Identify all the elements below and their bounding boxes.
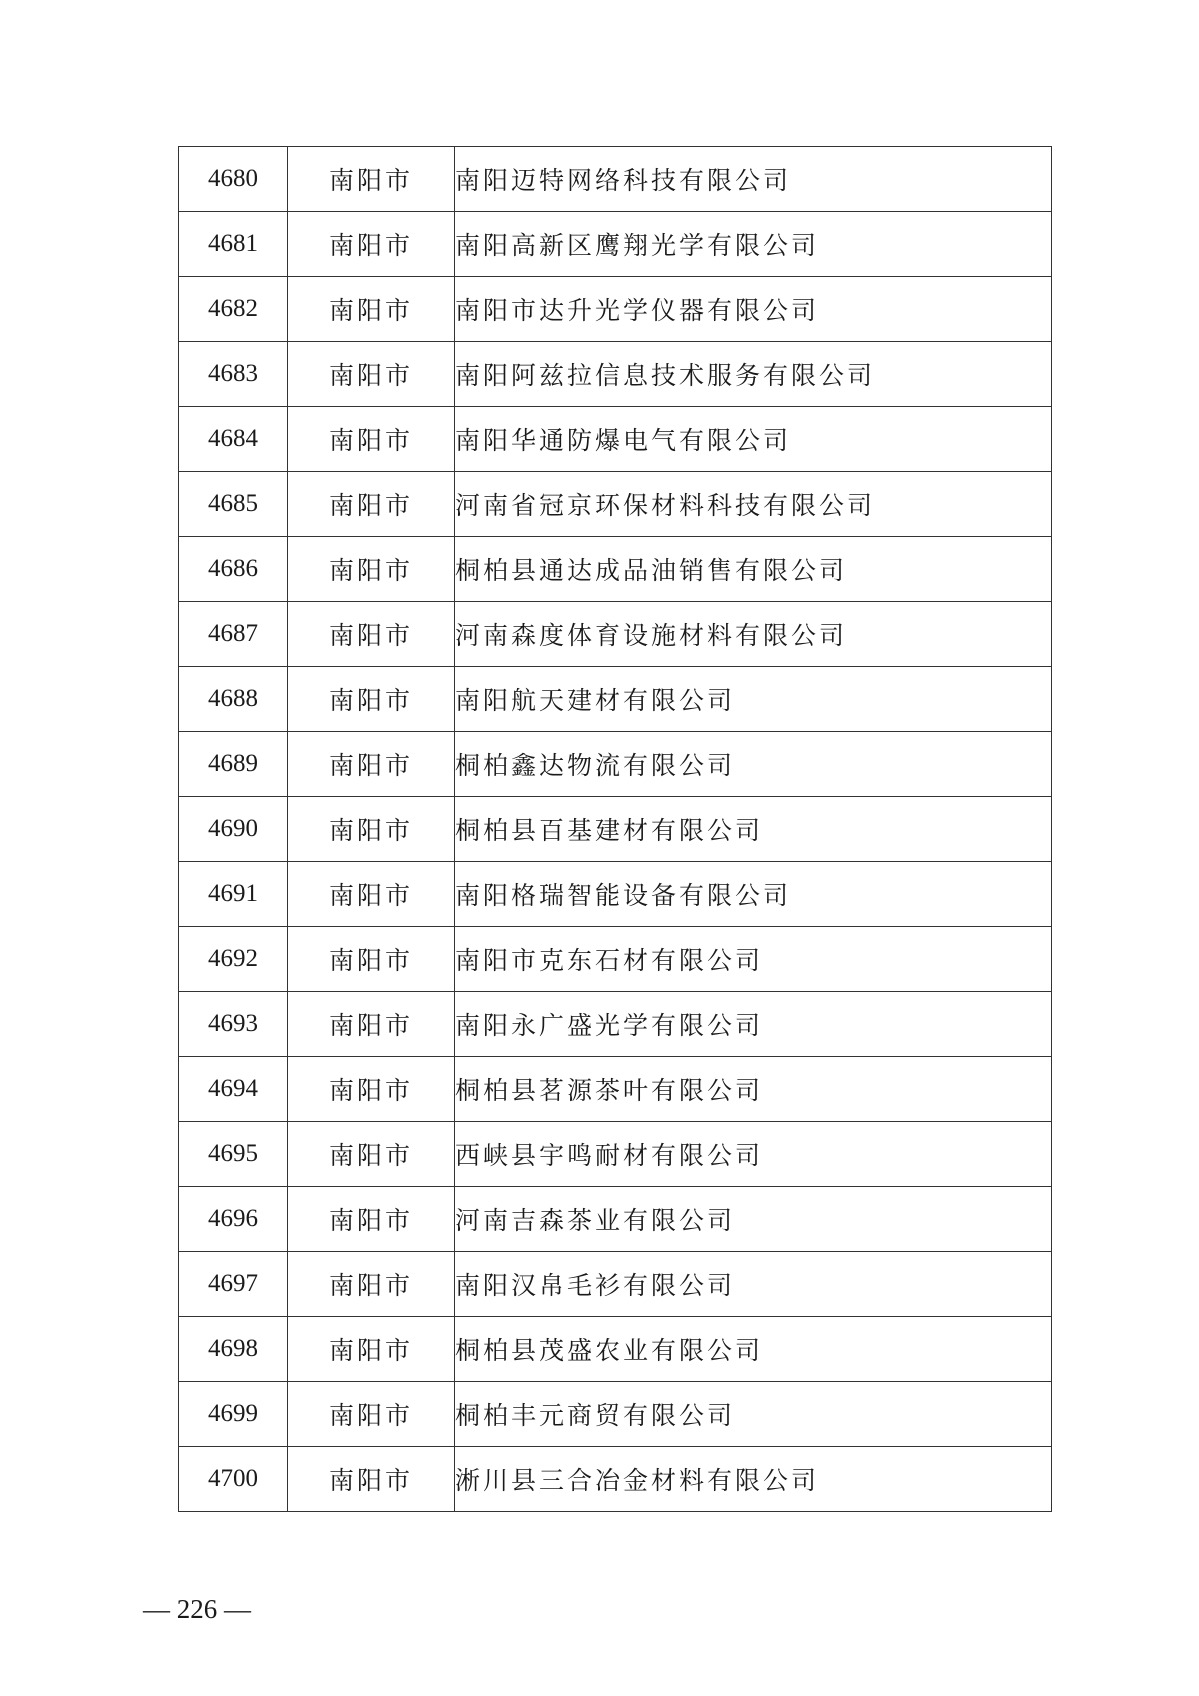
- company-name-cell: 桐柏丰元商贸有限公司: [455, 1382, 1052, 1447]
- row-number-cell: 4694: [179, 1057, 288, 1122]
- table-row: [179, 277, 1052, 342]
- row-number-cell: 4685: [179, 472, 288, 537]
- city-cell: 南阳市: [288, 277, 455, 342]
- city-cell: 南阳市: [288, 602, 455, 667]
- city-cell: 南阳市: [288, 147, 455, 212]
- table-row: [179, 862, 1052, 927]
- row-number-cell: 4696: [179, 1187, 288, 1252]
- table-row: [179, 602, 1052, 667]
- row-number-cell: 4690: [179, 797, 288, 862]
- city-cell: 南阳市: [288, 1447, 455, 1512]
- table-row: [179, 797, 1052, 862]
- row-number-cell: 4698: [179, 1317, 288, 1382]
- city-cell: 南阳市: [288, 927, 455, 992]
- table-row: [179, 1382, 1052, 1447]
- company-name-cell: 南阳市克东石材有限公司: [455, 927, 1052, 992]
- company-name-cell: 淅川县三合冶金材料有限公司: [455, 1447, 1052, 1512]
- table-row: [179, 147, 1052, 212]
- company-name-cell: 河南省冠京环保材料科技有限公司: [455, 472, 1052, 537]
- company-name-cell: 南阳航天建材有限公司: [455, 667, 1052, 732]
- city-cell: 南阳市: [288, 472, 455, 537]
- page-number: — 226 —: [143, 1594, 251, 1624]
- table-row: [179, 667, 1052, 732]
- city-cell: 南阳市: [288, 732, 455, 797]
- table-row: [179, 342, 1052, 407]
- city-cell: 南阳市: [288, 992, 455, 1057]
- company-name-cell: 南阳迈特网络科技有限公司: [455, 147, 1052, 212]
- row-number-cell: 4688: [179, 667, 288, 732]
- company-name-cell: 河南森度体育设施材料有限公司: [455, 602, 1052, 667]
- city-cell: 南阳市: [288, 667, 455, 732]
- company-list-table: [178, 146, 1052, 1512]
- table-row: [179, 1122, 1052, 1187]
- row-number-cell: 4693: [179, 992, 288, 1057]
- company-name-cell: 南阳永广盛光学有限公司: [455, 992, 1052, 1057]
- row-number-cell: 4692: [179, 927, 288, 992]
- company-name-cell: 南阳市达升光学仪器有限公司: [455, 277, 1052, 342]
- row-number-cell: 4697: [179, 1252, 288, 1317]
- city-cell: 南阳市: [288, 212, 455, 277]
- city-cell: 南阳市: [288, 1057, 455, 1122]
- row-number-cell: 4682: [179, 277, 288, 342]
- city-cell: 南阳市: [288, 1122, 455, 1187]
- company-name-cell: 南阳汉帛毛衫有限公司: [455, 1252, 1052, 1317]
- company-name-cell: 桐柏县茂盛农业有限公司: [455, 1317, 1052, 1382]
- table-row: [179, 1317, 1052, 1382]
- table-row: [179, 732, 1052, 797]
- table-row: [179, 537, 1052, 602]
- city-cell: 南阳市: [288, 537, 455, 602]
- row-number-cell: 4680: [179, 147, 288, 212]
- table-row: [179, 472, 1052, 537]
- city-cell: 南阳市: [288, 342, 455, 407]
- table-row: [179, 1057, 1052, 1122]
- row-number-cell: 4684: [179, 407, 288, 472]
- table-row: [179, 407, 1052, 472]
- city-cell: 南阳市: [288, 1252, 455, 1317]
- table-row: [179, 1447, 1052, 1512]
- table-row: [179, 927, 1052, 992]
- table-row: [179, 992, 1052, 1057]
- company-name-cell: 南阳华通防爆电气有限公司: [455, 407, 1052, 472]
- company-name-cell: 西峡县宇鸣耐材有限公司: [455, 1122, 1052, 1187]
- company-name-cell: 桐柏县百基建材有限公司: [455, 797, 1052, 862]
- row-number-cell: 4699: [179, 1382, 288, 1447]
- row-number-cell: 4689: [179, 732, 288, 797]
- table-row: [179, 212, 1052, 277]
- row-number-cell: 4691: [179, 862, 288, 927]
- city-cell: 南阳市: [288, 1382, 455, 1447]
- company-name-cell: 河南吉森茶业有限公司: [455, 1187, 1052, 1252]
- company-name-cell: 桐柏县通达成品油销售有限公司: [455, 537, 1052, 602]
- row-number-cell: 4683: [179, 342, 288, 407]
- row-number-cell: 4686: [179, 537, 288, 602]
- company-name-cell: 桐柏鑫达物流有限公司: [455, 732, 1052, 797]
- company-name-cell: 桐柏县茗源茶叶有限公司: [455, 1057, 1052, 1122]
- city-cell: 南阳市: [288, 1317, 455, 1382]
- company-name-cell: 南阳格瑞智能设备有限公司: [455, 862, 1052, 927]
- city-cell: 南阳市: [288, 1187, 455, 1252]
- row-number-cell: 4681: [179, 212, 288, 277]
- company-name-cell: 南阳阿兹拉信息技术服务有限公司: [455, 342, 1052, 407]
- city-cell: 南阳市: [288, 797, 455, 862]
- row-number-cell: 4695: [179, 1122, 288, 1187]
- table-row: [179, 1252, 1052, 1317]
- city-cell: 南阳市: [288, 407, 455, 472]
- row-number-cell: 4700: [179, 1447, 288, 1512]
- table-row: [179, 1187, 1052, 1252]
- table-body: [179, 147, 1052, 1512]
- city-cell: 南阳市: [288, 862, 455, 927]
- company-name-cell: 南阳高新区鹰翔光学有限公司: [455, 212, 1052, 277]
- row-number-cell: 4687: [179, 602, 288, 667]
